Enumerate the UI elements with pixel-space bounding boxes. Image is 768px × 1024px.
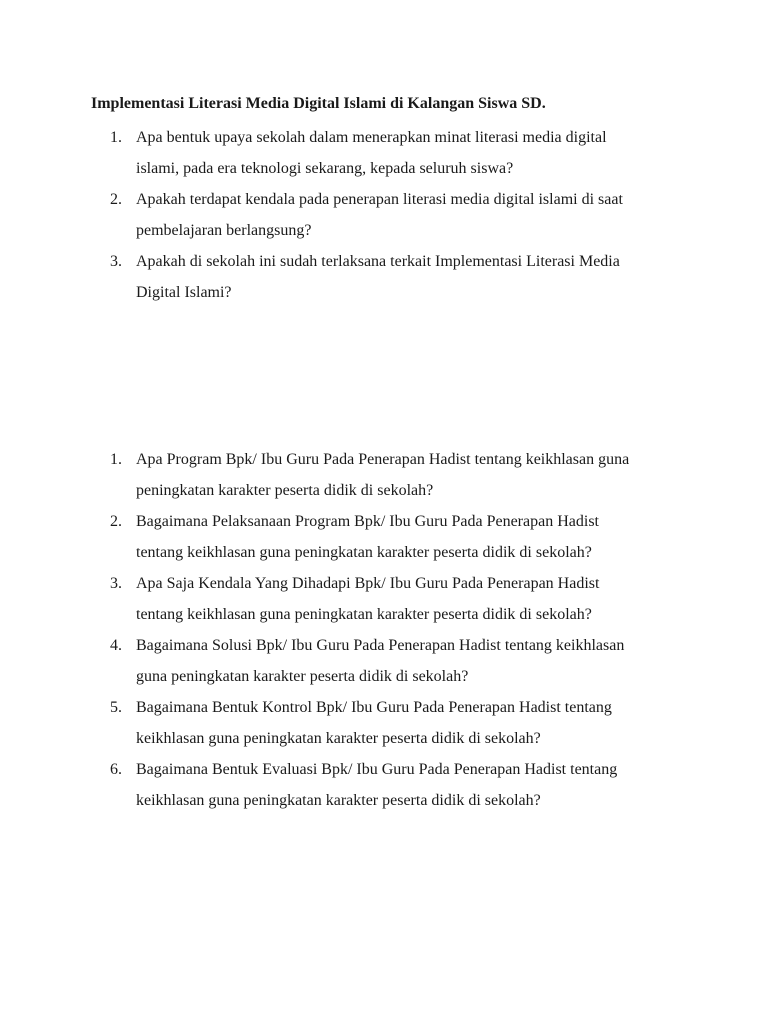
item-text-line: Digital Islami? bbox=[136, 284, 232, 301]
item-text-line: Apakah terdapat kendala pada penerapan literasi media digital islami di saat bbox=[136, 191, 623, 208]
item-text-line: Apa Program Bpk/ Ibu Guru Pada Penerapan Hadist tentang keikhlasan guna bbox=[136, 451, 630, 468]
document-title: Implementasi Literasi Media Digital Islami di Kalangan Siswa SD. bbox=[91, 95, 546, 112]
item-text-line: Bagaimana Bentuk Kontrol Bpk/ Ibu Guru Pada Penerapan Hadist tentang bbox=[136, 699, 612, 716]
item-text-line: tentang keikhlasan guna peningkatan karakter peserta didik di sekolah? bbox=[136, 544, 592, 561]
list-item bbox=[110, 754, 710, 816]
item-text-line: Bagaimana Bentuk Evaluasi Bpk/ Ibu Guru Pada Penerapan Hadist tentang bbox=[136, 761, 618, 778]
list-item bbox=[110, 506, 710, 568]
list-item bbox=[110, 630, 710, 692]
list-item bbox=[110, 184, 710, 246]
item-text-line: tentang keikhlasan guna peningkatan karakter peserta didik di sekolah? bbox=[136, 606, 592, 623]
item-number: 4. bbox=[110, 637, 122, 654]
item-number: 6. bbox=[110, 761, 122, 778]
item-text-line: Apa bentuk upaya sekolah dalam menerapkan minat literasi media digital bbox=[136, 129, 607, 146]
item-number: 5. bbox=[110, 699, 122, 716]
list-item bbox=[110, 692, 710, 754]
list-item bbox=[110, 568, 710, 630]
item-text-line: guna peningkatan karakter peserta didik di sekolah? bbox=[136, 668, 469, 685]
item-number: 2. bbox=[110, 191, 122, 208]
list-item bbox=[110, 246, 710, 308]
list-item bbox=[110, 122, 710, 184]
item-number: 1. bbox=[110, 451, 122, 468]
item-text-line: Bagaimana Pelaksanaan Program Bpk/ Ibu Guru Pada Penerapan Hadist bbox=[136, 513, 599, 530]
item-number: 3. bbox=[110, 253, 122, 270]
question-list-literasi bbox=[110, 122, 710, 308]
list-item bbox=[110, 444, 710, 506]
item-text-line: Apakah di sekolah ini sudah terlaksana terkait Implementasi Literasi Media bbox=[136, 253, 620, 270]
item-number: 3. bbox=[110, 575, 122, 592]
item-text-line: keikhlasan guna peningkatan karakter peserta didik di sekolah? bbox=[136, 792, 541, 809]
item-text-line: peningkatan karakter peserta didik di sekolah? bbox=[136, 482, 434, 499]
item-text-line: pembelajaran berlangsung? bbox=[136, 222, 312, 239]
item-number: 1. bbox=[110, 129, 122, 146]
item-text-line: Apa Saja Kendala Yang Dihadapi Bpk/ Ibu Guru Pada Penerapan Hadist bbox=[136, 575, 600, 592]
item-text-line: islami, pada era teknologi sekarang, kepada seluruh siswa? bbox=[136, 160, 514, 177]
item-text-line: Bagaimana Solusi Bpk/ Ibu Guru Pada Penerapan Hadist tentang keikhlasan bbox=[136, 637, 625, 654]
question-list-hadist bbox=[110, 444, 710, 816]
item-text-line: keikhlasan guna peningkatan karakter peserta didik di sekolah? bbox=[136, 730, 541, 747]
item-number: 2. bbox=[110, 513, 122, 530]
